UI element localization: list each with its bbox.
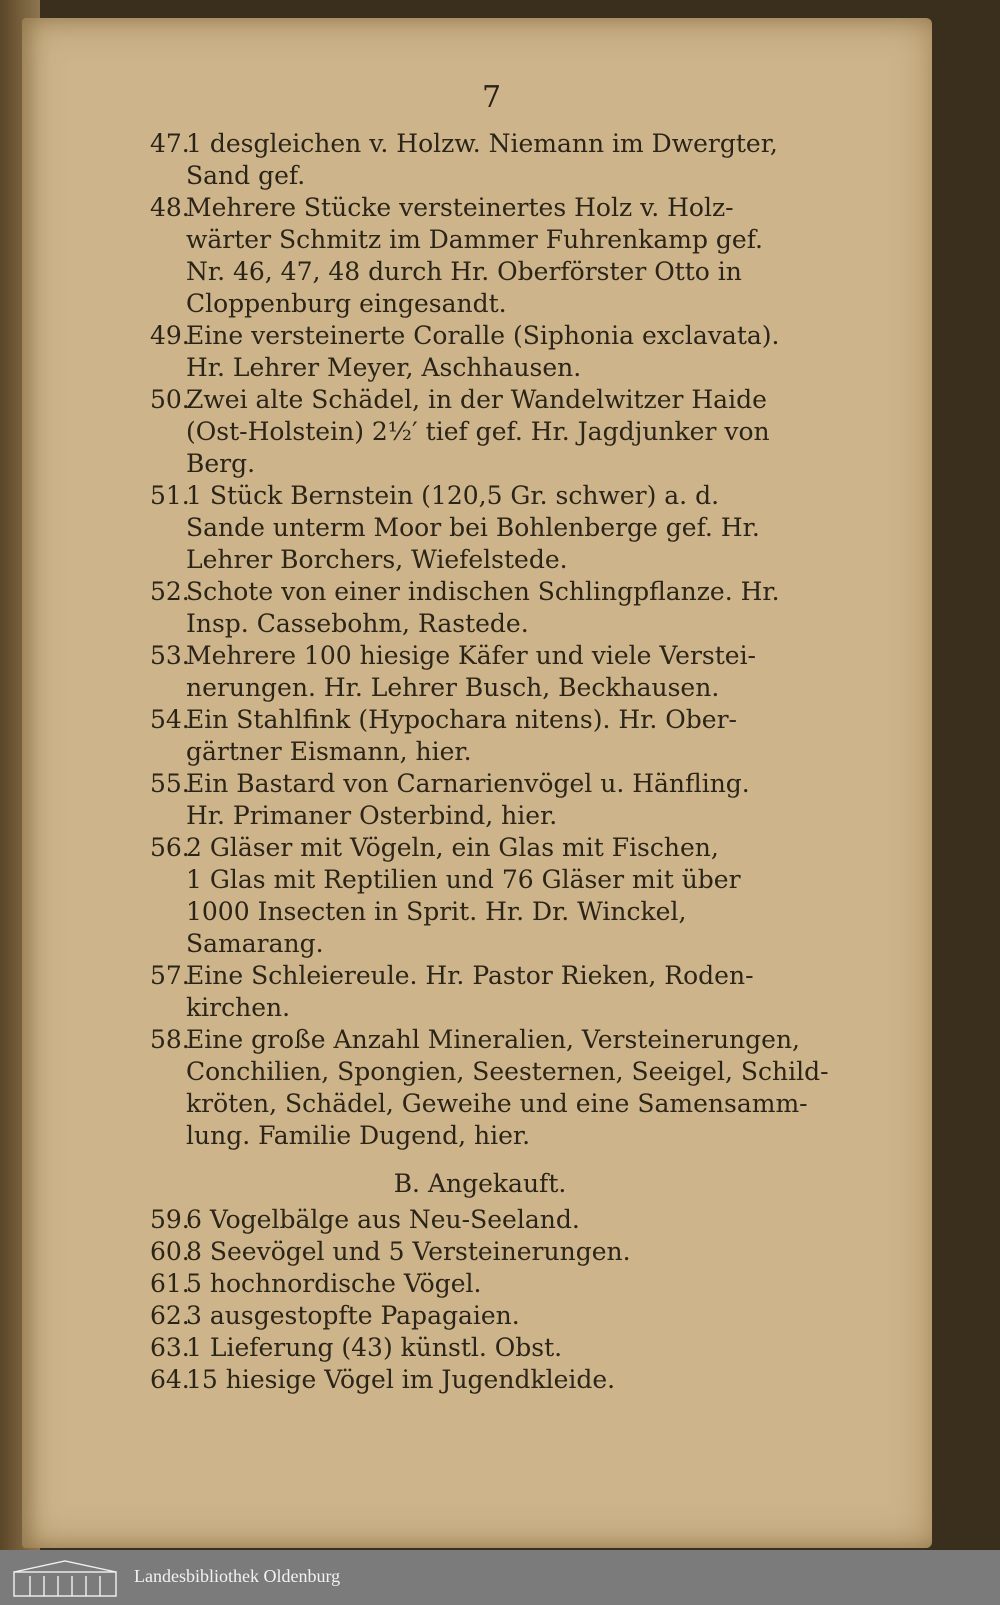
entry-number: 57. (150, 961, 190, 990)
list-item (150, 832, 810, 960)
entry-number: 53. (150, 641, 190, 670)
entry-line: Zwei alte Schädel, in der Wandelwitzer Haide (186, 385, 767, 414)
list-item (150, 768, 810, 832)
entry-number: 64. (150, 1365, 190, 1394)
list-item (150, 1024, 829, 1152)
entry-line: Eine versteinerte Coralle (Siphonia exclavata). (186, 321, 780, 350)
entry-number: 47. (150, 129, 190, 158)
list-item (150, 1204, 810, 1236)
entry-number: 61. (150, 1269, 190, 1298)
entry-line: kröten, Schädel, Geweihe und eine Samensamm- (186, 1089, 808, 1118)
entry-line: (Ost-Holstein) 2½′ tief gef. Hr. Jagdjunker von (186, 417, 770, 446)
entry-number: 58. (150, 1025, 190, 1054)
list-item (150, 1236, 810, 1268)
entry-line: Cloppenburg eingesandt. (186, 289, 507, 318)
list-item (150, 704, 810, 768)
entry-line: 8 Seevögel und 5 Versteinerungen. (186, 1237, 631, 1266)
entry-line: 1000 Insecten in Sprit. Hr. Dr. Winckel, (186, 897, 687, 926)
entry-line: Lehrer Borchers, Wiefelstede. (186, 545, 568, 574)
entry-line: nerungen. Hr. Lehrer Busch, Beckhausen. (186, 673, 720, 702)
entry-line: kirchen. (186, 993, 291, 1022)
entry-line: Samarang. (186, 929, 324, 958)
entry-line: Hr. Lehrer Meyer, Aschhausen. (186, 353, 582, 382)
entry-number: 51. (150, 481, 190, 510)
entry-number: 60. (150, 1237, 190, 1266)
entry-line: Schote von einer indischen Schlingpflanze. Hr. (186, 577, 780, 606)
library-building-icon (10, 1558, 120, 1598)
library-label: Landesbibliothek Oldenburg (134, 1566, 341, 1586)
list-item (150, 320, 810, 384)
entry-line: lung. Familie Dugend, hier. (186, 1121, 531, 1150)
entry-line: Eine Schleiereule. Hr. Pastor Rieken, Roden- (186, 961, 754, 990)
entry-line: 1 Glas mit Reptilien und 76 Gläser mit über (186, 865, 741, 894)
list-item (150, 480, 810, 576)
entry-line: 6 Vogelbälge aus Neu-Seeland. (186, 1205, 580, 1234)
entry-line: Ein Bastard von Carnarienvögel u. Hänfling. (186, 769, 750, 798)
list-item (150, 192, 810, 320)
entry-line: Nr. 46, 47, 48 durch Hr. Oberförster Otto in (186, 257, 742, 286)
entry-line: Berg. (186, 449, 256, 478)
entry-line: 1 Stück Bernstein (120,5 Gr. schwer) a. d. (186, 481, 720, 510)
list-item (150, 1364, 810, 1396)
list-item (150, 960, 810, 1024)
list-item (150, 640, 810, 704)
entry-number: 48. (150, 193, 190, 222)
entry-number: 63. (150, 1333, 190, 1362)
entry-number: 54. (150, 705, 190, 734)
entry-line: Sand gef. (186, 161, 306, 190)
entry-line: Mehrere 100 hiesige Käfer und viele Verstei- (186, 641, 757, 670)
entry-number: 49. (150, 321, 190, 350)
page-number: 7 (482, 80, 502, 115)
entry-number: 52. (150, 577, 190, 606)
entry-line: Conchilien, Spongien, Seesternen, Seeigel, Schild- (186, 1057, 829, 1086)
entry-line: Ein Stahlfink (Hypochara nitens). Hr. Ober- (186, 705, 737, 734)
entry-line: 1 desgleichen v. Holzw. Niemann im Dwergter, (186, 129, 778, 158)
entry-line: 2 Gläser mit Vögeln, ein Glas mit Fischen, (186, 833, 719, 862)
entry-number: 55. (150, 769, 190, 798)
list-item (150, 384, 810, 480)
section-heading: B. Angekauft. (393, 1169, 567, 1198)
entry-line: Insp. Cassebohm, Rastede. (186, 609, 529, 638)
list-item (150, 128, 810, 192)
entry-number: 56. (150, 833, 190, 862)
entry-number: 50. (150, 385, 190, 414)
footer-bar (0, 1550, 1000, 1605)
list-item (150, 576, 810, 640)
entry-line: Sande unterm Moor bei Bohlenberge gef. Hr. (186, 513, 760, 542)
entry-line: 3 ausgestopfte Papagaien. (186, 1301, 520, 1330)
entry-line: gärtner Eismann, hier. (186, 737, 472, 766)
entry-list (150, 128, 829, 1396)
list-item (150, 1300, 810, 1332)
entry-line: 1 Lieferung (43) künstl. Obst. (186, 1333, 563, 1362)
list-item (150, 1332, 810, 1364)
entry-line: Hr. Primaner Osterbind, hier. (186, 801, 558, 830)
entry-line: 15 hiesige Vögel im Jugendkleide. (186, 1365, 616, 1394)
entry-line: 5 hochnordische Vögel. (186, 1269, 482, 1298)
entry-line: Mehrere Stücke versteinertes Holz v. Holz- (186, 193, 734, 222)
entry-number: 62. (150, 1301, 190, 1330)
entry-number: 59. (150, 1205, 190, 1234)
entry-line: wärter Schmitz im Dammer Fuhrenkamp gef. (186, 225, 764, 254)
entry-line: Eine große Anzahl Mineralien, Versteinerungen, (186, 1025, 801, 1054)
list-item (150, 1268, 810, 1300)
